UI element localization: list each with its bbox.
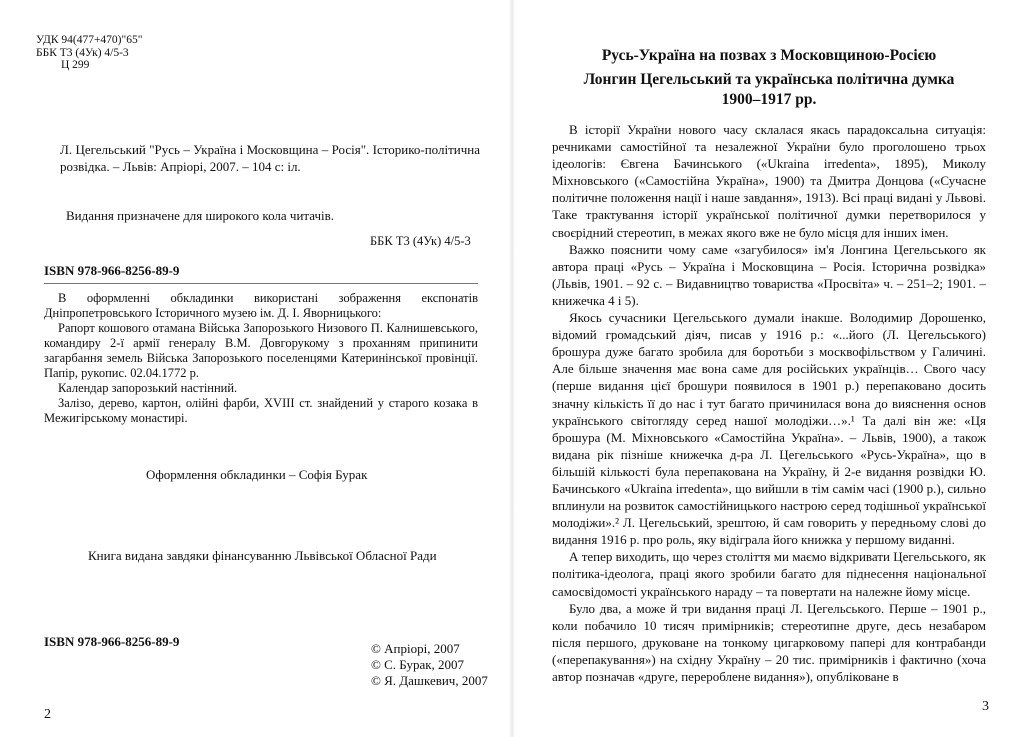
audience-note: Видання призначене для широкого кола читачів.	[66, 208, 335, 223]
chapter-subtitle: Лонгин Цегельський та українська політична думка	[583, 71, 955, 88]
copyright-line: © Я. Дашкевич, 2007	[371, 673, 488, 688]
chapter-years: 1900–1917 рр.	[721, 91, 817, 108]
udk-code: УДК 94(477+470)"65"	[36, 34, 143, 46]
copyright-line: © Апріорі, 2007	[371, 641, 460, 656]
paragraph: А тепер виходить, що через століття ми маємо відкривати Цегельського, як політика-ідеолога, праці якого зробили багато для піднесення національної самосвідомості українського нараду – та повертати на належне йому місце.	[552, 549, 986, 599]
chapter-body	[552, 121, 986, 685]
cover-note: Рапорт кошового отамана Війська Запорозького Низового П. Калнишевського, командиру 2-ї армії генералу В.М. Довгорукому з проханням припинити загарбання земель Війська Запорозького поселенцями Катеринінської провінції. Папір, рукопис. 02.04.1772 р.	[44, 321, 478, 380]
paragraph: Було два, а може й три видання праці Л. Цегельського. Перше – 1901 р., коли побачило 10 тисяч примірників; стереотипне друге, десь незабаром після першого, друковане на тонкому цигарковому папері для контрабанди («перепакування») на східну Україну – 20 тис. примірників і фактично (хоча автор позначав «друге, перероблене видання»), опубліковане в	[552, 600, 986, 684]
paragraph: Важко пояснити чому саме «загубилося» ім'я Лонгина Цегельського як автора праці «Русь – Україна і Московщина – Росія. Історична розвідка» (Львів, 1901. – 92 с. – Видавництво товариства «Просвіта» ч. – 251–2; 1901. – книжечка 4 і 5).	[552, 241, 986, 308]
isbn-bottom: ISBN 978-966-8256-89-9	[44, 634, 180, 649]
page-number-right: 3	[982, 699, 989, 714]
cover-note: В оформленні обкладинки використані зображення експонатів Дніпропетровського Історичного музею ім. Д. І. Яворницького:	[44, 291, 478, 320]
bbk-code: ББК Т3 (4Ук) 4/5-3	[36, 46, 129, 59]
funding-note: Книга видана завдяки фінансуванню Львівської Обласної Ради	[88, 548, 437, 563]
right-page	[512, 0, 1024, 737]
page-number-left: 2	[44, 707, 51, 722]
chapter-title: Русь-Україна на позвах з Московщиною-Росією	[601, 47, 937, 64]
classification-codes	[36, 34, 142, 72]
paragraph: В історії України нового часу склалася якась парадоксальна ситуація: речниками самостійної та незалежної України було проголошено трьох ідеологів: Євгена Бачинського («Ukraina irredenta», 1895), Миколу Міхновського («Самостійна Україна», 1900) та Дмитра Донцова («Сучасне політичне положення нації і наше завдання», 1913). Всі праці видані у Львові. Таке трактування історії української політичної думки перетворилося у своєрідний стереотип, в межах якого вже не було місця для інших імен.	[552, 122, 986, 240]
copyright-block	[371, 641, 488, 689]
cover-note: Календар запорозький настінний.	[58, 381, 238, 395]
paragraph: Якось сучасники Цегельського думали інакше. Володимир Дорошенко, відомий громадський діяч, писав у 1916 р.: «...його (Л. Цегельського) брошура дуже багато зробила для боротьби з москвофільством у Галичині. Але більше значення має вона саме для російських українців… Свого часу (перше видання цієї брошури появилося в 1901 р.) перепаковано досить значну кількість її до нас і тут багато причинилася вона до вияснення основ українського світогляду серед нашої молодіжи…».¹ Та далі він же: «Ця брошура (М. Міхновського «Самостійна Україна». – Львів, 1900), а також видана рік пізніше книжечка д-ра Л. Цегельського «Русь-Україна», що в більшій кількості була перепакована на Україну, й 2-е видання розвідки Ю. Бачинського «Ukraina irredenta», що вийшли в тім самім часі (1900 р.), сильно вплинули на розвиток самостійницького настрою серед тодішньої української молодіжи».² Л. Цегельський, зрештою, й сам говорить у передньому слові до видання 1916 р. про роль, яку відіграла його книжка у першому виданні.	[552, 310, 986, 548]
author-mark: Ц 299	[61, 59, 90, 71]
bibliographic-record: Л. Цегельський "Русь – Україна і Московщина – Росія". Історико-політична розвідка. – Львів: Апріорі, 2007. – 104 с: іл.	[60, 142, 480, 174]
cover-notes	[44, 291, 478, 426]
cover-designer: Оформлення обкладинки – Софія Бурак	[146, 467, 368, 482]
bbk-code-right: ББК Т3 (4Ук) 4/5-3	[370, 234, 471, 248]
isbn-top: ISBN 978-966-8256-89-9	[44, 263, 180, 278]
cover-note: Залізо, дерево, картон, олійні фарби, XVIII ст. знайдений у старого козака в Межигірському монастирі.	[44, 396, 478, 425]
divider	[44, 283, 478, 284]
copyright-line: © С. Бурак, 2007	[371, 657, 465, 672]
